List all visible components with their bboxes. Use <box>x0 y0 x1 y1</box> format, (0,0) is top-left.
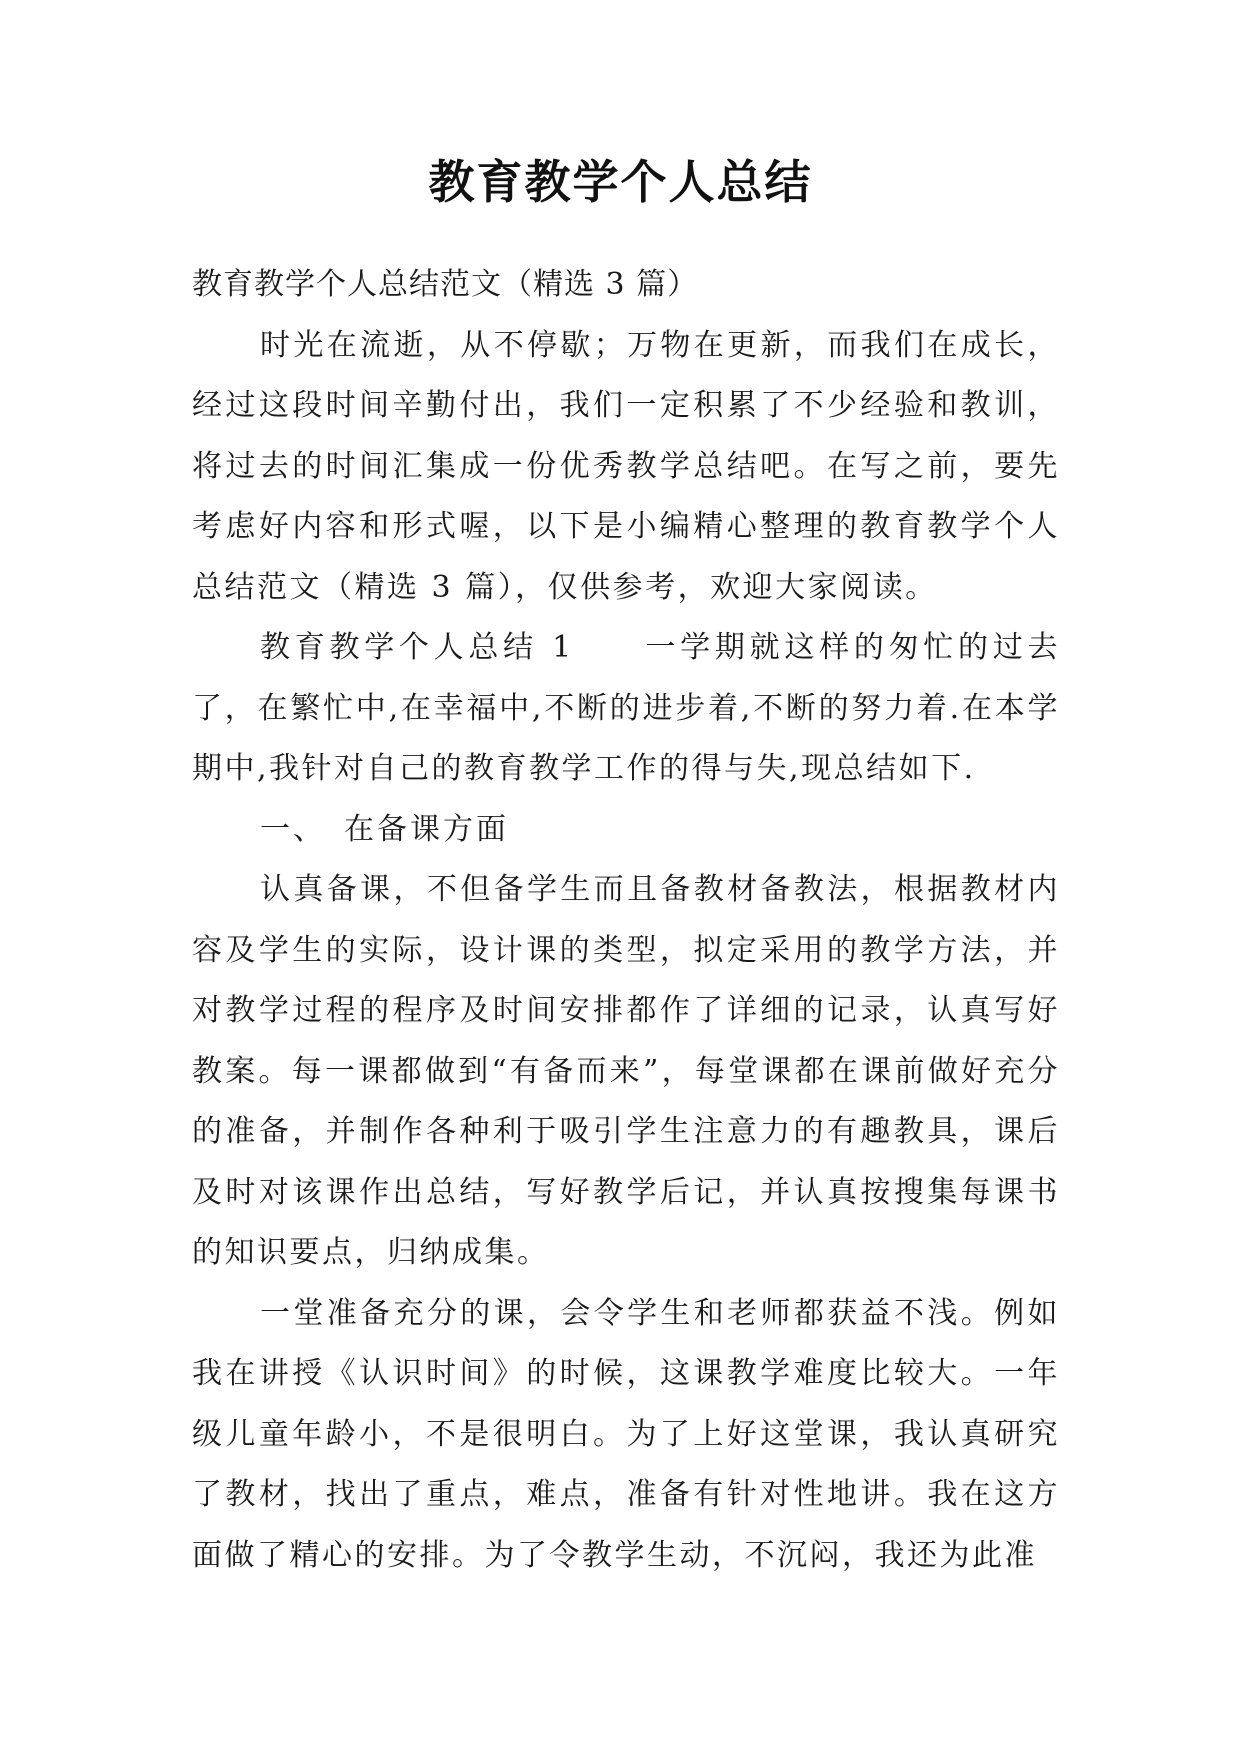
section-heading-lesson-prep: 一、 在备课方面 <box>260 811 509 847</box>
document-subtitle: 教育教学个人总结范文（精选 3 篇） <box>192 267 699 302</box>
intro-paragraph: 时光在流逝，从不停歇；万物在更新，而我们在成长，经过这段时间辛勤付出，我们一定积累了不少经验和教训，将过去的时间汇集成一份优秀教学总结吧。在写之前，要先考虑好内容和形式喔，以下是小编精心整理的教育教学个人总结范文（精选 3 篇），仅供参考，欢迎大家阅读。 <box>192 327 1060 605</box>
document-title: 教育教学个人总结 <box>428 155 813 209</box>
example-paragraph: 一堂准备充分的课，会令学生和老师都获益不浅。例如我在讲授《认识时间》的时候，这课教学难度比较大。一年级儿童年龄小，不是很明白。为了上好这堂课，我认真研究了教材，找出了重点，难点，准备有针对性地讲。我在这方面做了精心的安排。为了令教学生动，不沉闷，我还为此准 <box>192 1295 1060 1573</box>
document-body <box>192 255 1060 1586</box>
summary-1-opening-paragraph: 教育教学个人总结 1 一学期就这样的匆忙的过去了，在繁忙中,在幸福中,不断的进步着,不断的努力着.在本学期中,我针对自己的教育教学工作的得与失,现总结如下. <box>192 630 1060 786</box>
lesson-prep-paragraph: 认真备课，不但备学生而且备教材备教法，根据教材内容及学生的实际，设计课的类型，拟定采用的教学方法，并对教学过程的程序及时间安排都作了详细的记录，认真写好教案。每一课都做到“有备而来”，每堂课都在课前做好充分的准备，并制作各种利于吸引学生注意力的有趣教具，课后及时对该课作出总结，写好教学后记，并认真按搜集每课书的知识要点，归纳成集。 <box>192 872 1060 1270</box>
